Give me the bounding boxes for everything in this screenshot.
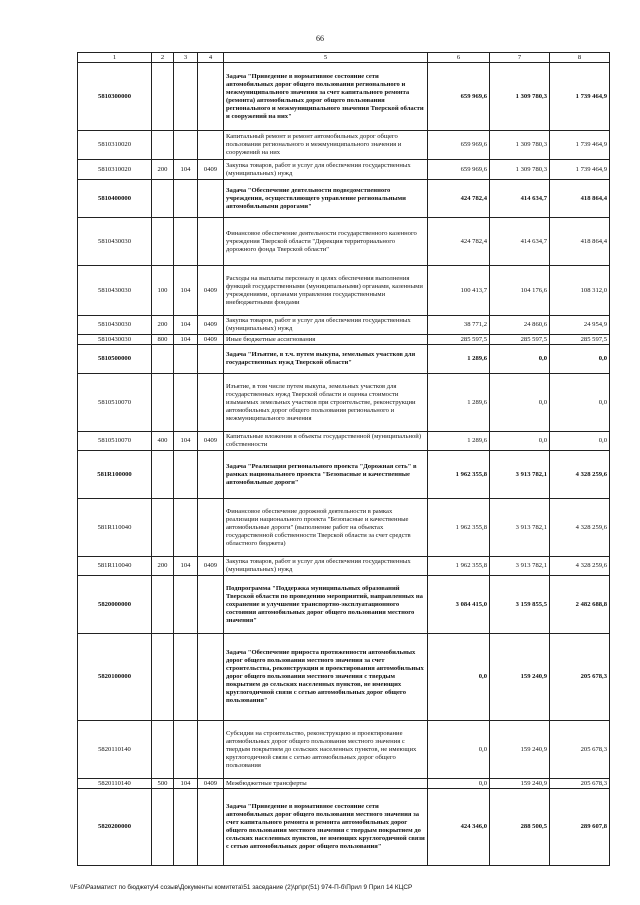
amount-year2-cell: 0,0 [490,432,550,451]
description-cell: Финансовое обеспечение дорожной деятельности в рамках реализации национального проекта "Безопасные и качественные автомобильные дороги" (выполнение работ на объектах государственной собственности Тверской области за счет средств областного бюджета) [224,499,428,557]
header-cell: 8 [550,53,610,63]
table-header-row [78,53,610,63]
description-cell: Субсидии на строительство, реконструкцию и проектирование автомобильных дорог общего пользования местного значения с твердым покрытием до сельских населенных пунктов, не имеющих круглогодичной связи с сетью автомобильных дорог общего пользования [224,721,428,779]
amount-year2-cell: 3 159 855,5 [490,576,550,634]
description-cell: Изъятие, в том числе путем выкупа, земельных участков для государственных нужд Тверской области и оценка стоимости изымаемых земельных участков при строительстве, реконструкции автомобильных дорог общего пользования регионального и межмуниципального значения [224,374,428,432]
section-code-cell [198,499,224,557]
amount-year1-cell: 0,0 [428,779,490,789]
budget-code-cell: 5820110140 [78,721,152,779]
description-cell: Задача "Приведение в нормативное состояние сети автомобильных дорог общего пользования регионального и межмуниципального значения за счет капитального ремонта (ремонта) автомобильных дорог общего пользования регионального и межмуниципального значения Тверской области и сооружений на них" [224,63,428,131]
amount-year1-cell: 0,0 [428,634,490,721]
expense-type-cell [152,218,174,266]
amount-year2-cell: 1 309 780,3 [490,63,550,131]
budget-code-cell: 5820000000 [78,576,152,634]
ministry-code-cell: 104 [174,316,198,335]
amount-year2-cell: 3 913 782,1 [490,451,550,499]
amount-year2-cell: 24 860,6 [490,316,550,335]
amount-year1-cell: 0,0 [428,721,490,779]
section-code-cell [198,218,224,266]
table-row [78,345,610,374]
description-cell: Закупка товаров, работ и услуг для обеспечения государственных (муниципальных) нужд [224,557,428,576]
header-cell: 2 [152,53,174,63]
table-row [78,634,610,721]
header-cell: 5 [224,53,428,63]
section-code-cell: 0409 [198,316,224,335]
section-code-cell: 0409 [198,266,224,316]
expense-type-cell: 500 [152,779,174,789]
section-code-cell [198,131,224,160]
amount-year2-cell: 0,0 [490,345,550,374]
table-row [78,335,610,345]
amount-year3-cell: 0,0 [550,432,610,451]
amount-year1-cell: 285 597,5 [428,335,490,345]
budget-code-cell: 5810400000 [78,180,152,218]
expense-type-cell: 800 [152,335,174,345]
table-row [78,160,610,180]
expense-type-cell [152,131,174,160]
ministry-code-cell [174,345,198,374]
expense-type-cell: 200 [152,316,174,335]
budget-code-cell: 5810310020 [78,131,152,160]
amount-year1-cell: 1 962 355,8 [428,451,490,499]
budget-code-cell: 5810430030 [78,266,152,316]
section-code-cell [198,721,224,779]
expense-type-cell [152,721,174,779]
ministry-code-cell [174,634,198,721]
amount-year3-cell: 4 328 259,6 [550,499,610,557]
budget-code-cell: 5810310020 [78,160,152,180]
amount-year1-cell: 659 969,6 [428,63,490,131]
file-path-footer: \\Fs0\Разматист по бюджету\4 созыв\Документы комитета\51 заседание (2)\рг\рг(51) 974-П-б\Прил 9 Прил 14 КЦСР [70,884,413,891]
amount-year1-cell: 100 413,7 [428,266,490,316]
amount-year3-cell: 205 678,3 [550,721,610,779]
amount-year2-cell: 1 309 780,3 [490,131,550,160]
table-row [78,180,610,218]
description-cell: Закупка товаров, работ и услуг для обеспечения государственных (муниципальных) нужд [224,160,428,180]
description-cell: Капитальный ремонт и ремонт автомобильных дорог общего пользования регионального и межмуниципального значения и сооружений на них [224,131,428,160]
section-code-cell: 0409 [198,160,224,180]
amount-year3-cell: 1 739 464,9 [550,63,610,131]
amount-year1-cell: 1 962 355,8 [428,557,490,576]
description-cell: Задача "Приведение в нормативное состояние сети автомобильных дорог общего пользования местного значения за счет капитального ремонта и ремонта автомобильных дорог общего пользования местного значения с твердым покрытием до сельских населенных пунктов, не имеющих круглогодичной связи с сетью автомобильных дорог общего пользования" [224,789,428,866]
header-cell: 6 [428,53,490,63]
amount-year3-cell: 205 678,3 [550,634,610,721]
amount-year3-cell: 108 312,0 [550,266,610,316]
section-code-cell [198,576,224,634]
section-code-cell [198,634,224,721]
amount-year3-cell: 0,0 [550,374,610,432]
section-code-cell [198,789,224,866]
section-code-cell [198,345,224,374]
ministry-code-cell [174,499,198,557]
amount-year2-cell: 414 634,7 [490,218,550,266]
budget-code-cell: 5810430030 [78,316,152,335]
amount-year3-cell: 4 328 259,6 [550,451,610,499]
amount-year2-cell: 104 176,6 [490,266,550,316]
table-row [78,218,610,266]
table-row [78,557,610,576]
page-number: 66 [316,34,324,43]
expense-type-cell [152,451,174,499]
amount-year1-cell: 659 969,6 [428,131,490,160]
expense-type-cell [152,345,174,374]
amount-year1-cell: 424 782,4 [428,180,490,218]
table-row [78,576,610,634]
budget-code-cell: 581R110040 [78,499,152,557]
amount-year3-cell: 1 739 464,9 [550,160,610,180]
table-row [78,266,610,316]
header-cell: 7 [490,53,550,63]
description-cell: Закупка товаров, работ и услуг для обеспечения государственных (муниципальных) нужд [224,316,428,335]
table-row [78,131,610,160]
ministry-code-cell: 104 [174,432,198,451]
section-code-cell: 0409 [198,779,224,789]
table-row [78,432,610,451]
table-row [78,63,610,131]
ministry-code-cell: 104 [174,557,198,576]
table-row [78,451,610,499]
section-code-cell [198,63,224,131]
amount-year1-cell: 38 771,2 [428,316,490,335]
description-cell: Подпрограмма "Поддержка муниципальных образований Тверской области по проведению мероприятий, направленных на сохранение и улучшение транспортно-эксплуатационного состояния автомобильных дорог общего пользования местного значения" [224,576,428,634]
budget-table [77,52,610,866]
amount-year2-cell: 3 913 782,1 [490,557,550,576]
header-cell: 4 [198,53,224,63]
header-cell: 3 [174,53,198,63]
amount-year2-cell: 288 500,5 [490,789,550,866]
amount-year3-cell: 289 607,8 [550,789,610,866]
ministry-code-cell: 104 [174,335,198,345]
amount-year1-cell: 1 289,6 [428,374,490,432]
ministry-code-cell [174,451,198,499]
ministry-code-cell [174,131,198,160]
amount-year2-cell: 159 240,9 [490,779,550,789]
description-cell: Иные бюджетные ассигнования [224,335,428,345]
description-cell: Задача "Обеспечение прироста протяженности автомобильных дорог общего пользования местного значения за счет строительства, реконструкции и проектирования автомобильных дорог общего пользования местного значения с твердым покрытием до сельских населенных пунктов, не имеющих круглогодичной связи с сетью автомобильных дорог общего пользования" [224,634,428,721]
section-code-cell [198,180,224,218]
amount-year1-cell: 424 346,0 [428,789,490,866]
expense-type-cell [152,63,174,131]
table-body [78,53,610,866]
ministry-code-cell [174,63,198,131]
amount-year3-cell: 418 864,4 [550,218,610,266]
amount-year3-cell: 4 328 259,6 [550,557,610,576]
description-cell: Финансовое обеспечение деятельности государственного казенного учреждения Тверской области "Дирекция территориального дорожного фонда Тверской области" [224,218,428,266]
section-code-cell: 0409 [198,432,224,451]
amount-year1-cell: 424 782,4 [428,218,490,266]
description-cell: Капитальные вложения в объекты государственной (муниципальной) собственности [224,432,428,451]
ministry-code-cell: 104 [174,779,198,789]
amount-year1-cell: 3 084 415,0 [428,576,490,634]
table-row [78,374,610,432]
budget-code-cell: 581R110040 [78,557,152,576]
description-cell: Расходы на выплаты персоналу в целях обеспечения выполнения функций государственными (муниципальными) органами, казенными учреждениями, органами управления государственными внебюджетными фондами [224,266,428,316]
expense-type-cell [152,789,174,866]
amount-year2-cell: 0,0 [490,374,550,432]
amount-year3-cell: 418 864,4 [550,180,610,218]
ministry-code-cell [174,180,198,218]
description-cell: Задача "Изъятие, в т.ч. путем выкупа, земельных участков для государственных нужд Тверской области" [224,345,428,374]
ministry-code-cell [174,576,198,634]
header-cell: 1 [78,53,152,63]
expense-type-cell [152,180,174,218]
amount-year3-cell: 285 597,5 [550,335,610,345]
budget-code-cell: 5820110140 [78,779,152,789]
amount-year2-cell: 159 240,9 [490,634,550,721]
ministry-code-cell [174,721,198,779]
ministry-code-cell: 104 [174,266,198,316]
budget-code-cell: 5810300000 [78,63,152,131]
amount-year1-cell: 1 962 355,8 [428,499,490,557]
budget-code-cell: 581R100000 [78,451,152,499]
amount-year2-cell: 3 913 782,1 [490,499,550,557]
budget-code-cell: 5820200000 [78,789,152,866]
table-row [78,779,610,789]
description-cell: Задача "Обеспечение деятельности подведомственного учреждения, осуществляющего управление региональными автомобильными дорогами" [224,180,428,218]
amount-year2-cell: 1 309 780,3 [490,160,550,180]
ministry-code-cell [174,374,198,432]
table-row [78,721,610,779]
section-code-cell: 0409 [198,335,224,345]
amount-year3-cell: 1 739 464,9 [550,131,610,160]
expense-type-cell: 200 [152,557,174,576]
table-row [78,316,610,335]
budget-code-cell: 5810500000 [78,345,152,374]
table-row [78,789,610,866]
amount-year2-cell: 285 597,5 [490,335,550,345]
section-code-cell [198,374,224,432]
amount-year3-cell: 0,0 [550,345,610,374]
budget-code-cell: 5810430030 [78,218,152,266]
amount-year1-cell: 659 969,6 [428,160,490,180]
section-code-cell: 0409 [198,557,224,576]
budget-code-cell: 5810510070 [78,374,152,432]
expense-type-cell: 200 [152,160,174,180]
amount-year1-cell: 1 289,6 [428,432,490,451]
ministry-code-cell: 104 [174,160,198,180]
ministry-code-cell [174,218,198,266]
expense-type-cell [152,374,174,432]
expense-type-cell [152,576,174,634]
description-cell: Межбюджетные трансферты [224,779,428,789]
amount-year1-cell: 1 289,6 [428,345,490,374]
budget-code-cell: 5810430030 [78,335,152,345]
amount-year3-cell: 2 482 688,8 [550,576,610,634]
amount-year3-cell: 24 954,9 [550,316,610,335]
description-cell: Задача "Реализация регионального проекта "Дорожная сеть" в рамках национального проекта "Безопасные и качественные автомобильные дороги" [224,451,428,499]
table-row [78,499,610,557]
amount-year2-cell: 159 240,9 [490,721,550,779]
expense-type-cell: 100 [152,266,174,316]
ministry-code-cell [174,789,198,866]
expense-type-cell [152,634,174,721]
expense-type-cell: 400 [152,432,174,451]
budget-code-cell: 5820100000 [78,634,152,721]
amount-year3-cell: 205 678,3 [550,779,610,789]
section-code-cell [198,451,224,499]
expense-type-cell [152,499,174,557]
amount-year2-cell: 414 634,7 [490,180,550,218]
budget-code-cell: 5810510070 [78,432,152,451]
